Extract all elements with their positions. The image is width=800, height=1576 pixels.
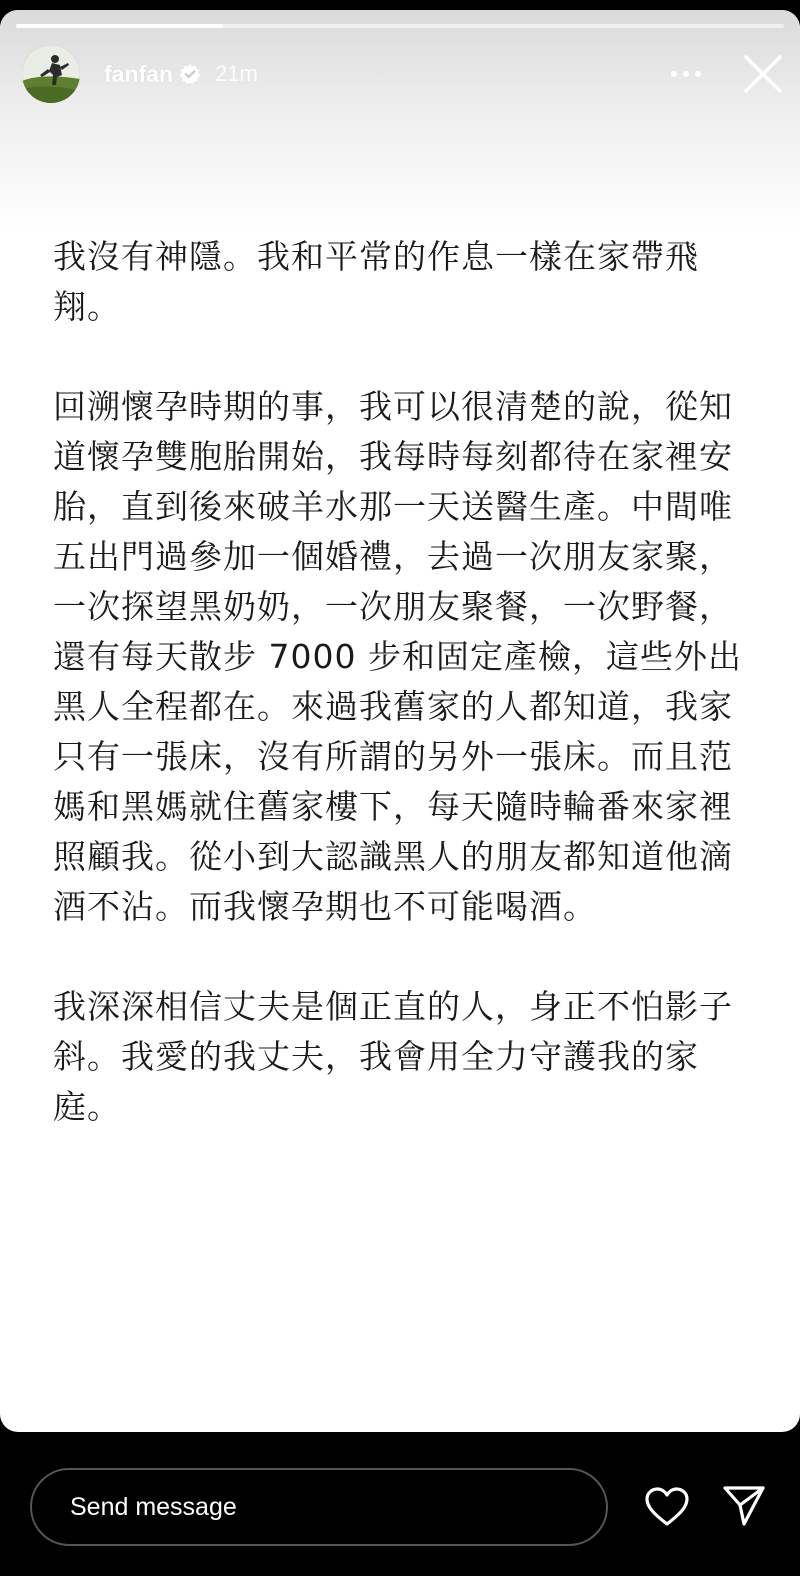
- story-paragraph: 回溯懷孕時期的事，我可以很清楚的說，從知道懷孕雙胞胎開始，我每時每刻都待在家裡安胎，直到後來破羊水那一天送醫生產。中間唯五出門過參加一個婚禮，去過一次朋友家聚，一次探望黑奶奶，一次朋友聚餐，一次野餐，還有每天散步 7000 步和固定產檢，這些外出黑人全程都在。來過我舊家的人都知道，我家只有一張床，沒有所謂的另外一張床。而且范媽和黑媽就住舊家樓下，每天隨時輪番來家裡照顧我。從小到大認識黑人的朋友都知道他滴酒不沾。而我懷孕期也不可能喝酒。: [53, 387, 742, 926]
- close-button[interactable]: [740, 51, 786, 97]
- more-options-button[interactable]: [666, 54, 706, 94]
- story-paragraph: 我沒有神隱。我和平常的作息一樣在家帶飛翔。: [53, 237, 699, 326]
- story-reply-bar: [0, 1432, 800, 1576]
- avatar-image: [22, 45, 80, 103]
- post-time: 21m: [215, 61, 258, 86]
- verified-badge-icon: [179, 63, 201, 85]
- story-paragraph: 我深深相信丈夫是個正直的人，身正不怕影子斜。我愛的我丈夫，我會用全力守護我的家庭。: [53, 987, 733, 1126]
- story-progress-fill: [16, 24, 223, 28]
- heart-icon: [644, 1486, 690, 1528]
- avatar[interactable]: [22, 45, 80, 103]
- close-icon: [743, 54, 783, 94]
- like-button[interactable]: [644, 1486, 690, 1528]
- story-card[interactable]: [0, 10, 800, 1432]
- send-icon: [722, 1484, 766, 1528]
- username[interactable]: fanfan: [104, 60, 173, 87]
- story-progress-bar: [16, 24, 784, 28]
- story-text-content: [53, 232, 753, 1182]
- more-icon: [670, 70, 702, 78]
- send-message-input[interactable]: [30, 1468, 608, 1546]
- story-top-gradient: [0, 10, 800, 230]
- send-button[interactable]: [722, 1484, 766, 1528]
- story-header: [22, 44, 786, 104]
